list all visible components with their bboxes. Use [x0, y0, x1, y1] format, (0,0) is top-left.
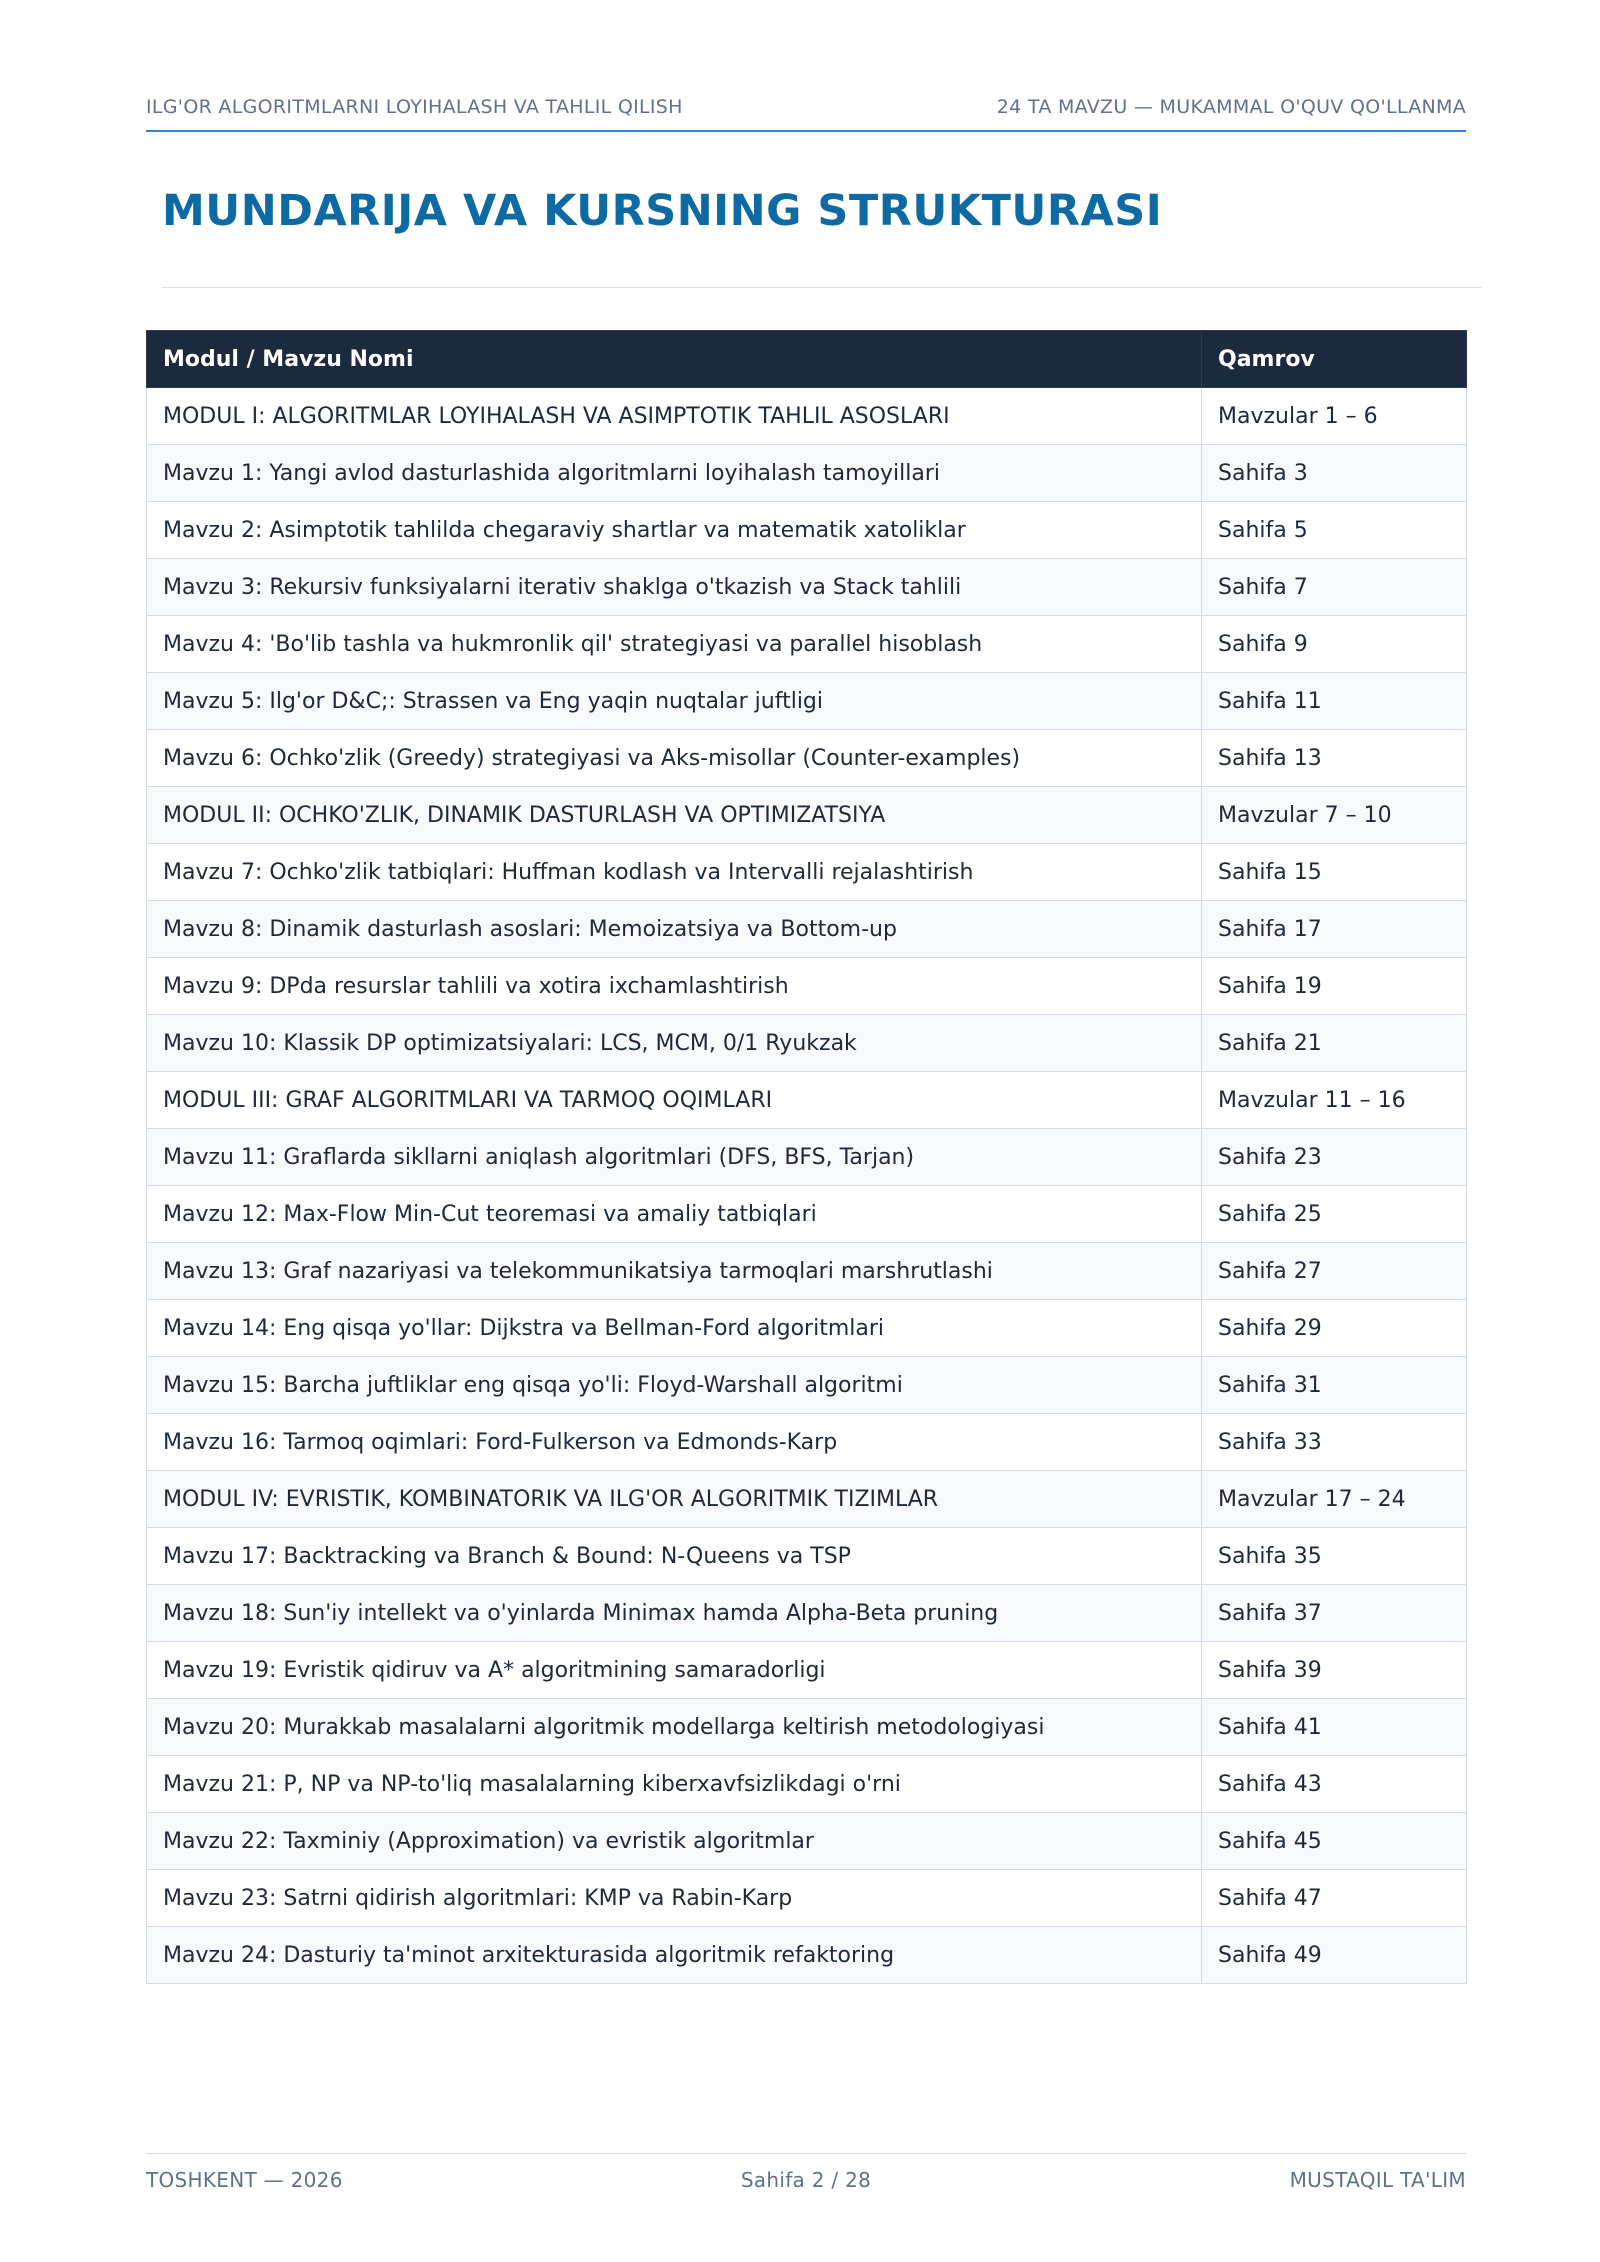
topic-cell: Mavzu 2: Asimptotik tahlilda chegaraviy shartlar va matematik xatoliklar: [147, 502, 1202, 559]
topic-cell: MODUL III: GRAF ALGORITMLARI VA TARMOQ OQIMLARI: [147, 1072, 1202, 1129]
topic-cell: Mavzu 6: Ochko'zlik (Greedy) strategiyasi va Aks-misollar (Counter-examples): [147, 730, 1202, 787]
table-row: [147, 844, 1467, 901]
table-row: [147, 901, 1467, 958]
topic-cell: Mavzu 16: Tarmoq oqimlari: Ford-Fulkerson va Edmonds-Karp: [147, 1414, 1202, 1471]
topic-cell: Mavzu 23: Satrni qidirish algoritmlari: KMP va Rabin-Karp: [147, 1870, 1202, 1927]
column-header-topic: Modul / Mavzu Nomi: [147, 331, 1202, 388]
topic-cell: Mavzu 1: Yangi avlod dasturlashida algoritmlarni loyihalash tamoyillari: [147, 445, 1202, 502]
footer-page-number: Sahifa 2 / 28: [740, 2168, 872, 2192]
topic-cell: Mavzu 8: Dinamik dasturlash asoslari: Memoizatsiya va Bottom-up: [147, 901, 1202, 958]
topic-cell: Mavzu 4: 'Bo'lib tashla va hukmronlik qil' strategiyasi va parallel hisoblash: [147, 616, 1202, 673]
table-row: [147, 1756, 1467, 1813]
header-left: ILG'OR ALGORITMLARNI LOYIHALASH VA TAHLIL QILISH: [146, 96, 683, 118]
table-row: [147, 1585, 1467, 1642]
coverage-cell: Sahifa 13: [1202, 730, 1467, 787]
page-header: [146, 96, 1466, 132]
coverage-cell: Sahifa 45: [1202, 1813, 1467, 1870]
topic-cell: MODUL II: OCHKO'ZLIK, DINAMIK DASTURLASH VA OPTIMIZATSIYA: [147, 787, 1202, 844]
table-row: [147, 1471, 1467, 1528]
footer-left: TOSHKENT — 2026: [146, 2168, 343, 2192]
table-row: [147, 1414, 1467, 1471]
table-row: [147, 1300, 1467, 1357]
coverage-cell: Sahifa 25: [1202, 1186, 1467, 1243]
coverage-cell: Sahifa 49: [1202, 1927, 1467, 1984]
coverage-cell: Mavzular 11 – 16: [1202, 1072, 1467, 1129]
table-row: [147, 1528, 1467, 1585]
table-row: [147, 958, 1467, 1015]
topic-cell: Mavzu 10: Klassik DP optimizatsiyalari: LCS, MCM, 0/1 Ryukzak: [147, 1015, 1202, 1072]
table-row: [147, 1699, 1467, 1756]
coverage-cell: Mavzular 7 – 10: [1202, 787, 1467, 844]
coverage-cell: Sahifa 33: [1202, 1414, 1467, 1471]
topic-cell: Mavzu 19: Evristik qidiruv va A* algoritmining samaradorligi: [147, 1642, 1202, 1699]
title-divider: [162, 287, 1482, 288]
coverage-cell: Sahifa 31: [1202, 1357, 1467, 1414]
coverage-cell: Sahifa 17: [1202, 901, 1467, 958]
footer-right: MUSTAQIL TA'LIM: [1289, 2168, 1466, 2192]
table-row: [147, 1642, 1467, 1699]
table-header-row: [147, 331, 1467, 388]
topic-cell: MODUL IV: EVRISTIK, KOMBINATORIK VA ILG'OR ALGORITMIK TIZIMLAR: [147, 1471, 1202, 1528]
topic-cell: Mavzu 12: Max-Flow Min-Cut teoremasi va amaliy tatbiqlari: [147, 1186, 1202, 1243]
topic-cell: Mavzu 9: DPda resurslar tahlili va xotira ixchamlashtirish: [147, 958, 1202, 1015]
topic-cell: Mavzu 13: Graf nazariyasi va telekommunikatsiya tarmoqlari marshrutlashi: [147, 1243, 1202, 1300]
coverage-cell: Sahifa 3: [1202, 445, 1467, 502]
table-row: [147, 1813, 1467, 1870]
coverage-cell: Mavzular 17 – 24: [1202, 1471, 1467, 1528]
table-row: [147, 1015, 1467, 1072]
topic-cell: Mavzu 17: Backtracking va Branch & Bound: N-Queens va TSP: [147, 1528, 1202, 1585]
topic-cell: Mavzu 20: Murakkab masalalarni algoritmik modellarga keltirish metodologiyasi: [147, 1699, 1202, 1756]
coverage-cell: Sahifa 21: [1202, 1015, 1467, 1072]
coverage-cell: Sahifa 43: [1202, 1756, 1467, 1813]
topic-cell: Mavzu 14: Eng qisqa yo'llar: Dijkstra va Bellman-Ford algoritmlari: [147, 1300, 1202, 1357]
coverage-cell: Sahifa 15: [1202, 844, 1467, 901]
coverage-cell: Sahifa 27: [1202, 1243, 1467, 1300]
table-row: [147, 1186, 1467, 1243]
coverage-cell: Sahifa 37: [1202, 1585, 1467, 1642]
topic-cell: Mavzu 5: Ilg'or D&C;: Strassen va Eng yaqin nuqtalar juftligi: [147, 673, 1202, 730]
coverage-cell: Sahifa 19: [1202, 958, 1467, 1015]
table-row: [147, 1870, 1467, 1927]
page-footer: [146, 2153, 1466, 2200]
coverage-cell: Sahifa 5: [1202, 502, 1467, 559]
table-row: [147, 445, 1467, 502]
table-row: [147, 787, 1467, 844]
table-row: [147, 1129, 1467, 1186]
topic-cell: Mavzu 3: Rekursiv funksiyalarni iterativ shaklga o'tkazish va Stack tahlili: [147, 559, 1202, 616]
table-row: [147, 1243, 1467, 1300]
coverage-cell: Sahifa 35: [1202, 1528, 1467, 1585]
coverage-cell: Sahifa 9: [1202, 616, 1467, 673]
table-row: [147, 673, 1467, 730]
topic-cell: Mavzu 22: Taxminiy (Approximation) va evristik algoritmlar: [147, 1813, 1202, 1870]
table-row: [147, 1072, 1467, 1129]
topic-cell: Mavzu 15: Barcha juftliklar eng qisqa yo'li: Floyd-Warshall algoritmi: [147, 1357, 1202, 1414]
topic-cell: Mavzu 11: Graflarda sikllarni aniqlash algoritmlari (DFS, BFS, Tarjan): [147, 1129, 1202, 1186]
contents-table: [146, 330, 1467, 1984]
table-row: [147, 559, 1467, 616]
topic-cell: Mavzu 18: Sun'iy intellekt va o'yinlarda Minimax hamda Alpha-Beta pruning: [147, 1585, 1202, 1642]
table-body: [147, 388, 1467, 1984]
coverage-cell: Mavzular 1 – 6: [1202, 388, 1467, 445]
topic-cell: MODUL I: ALGORITMLAR LOYIHALASH VA ASIMPTOTIK TAHLIL ASOSLARI: [147, 388, 1202, 445]
column-header-coverage: Qamrov: [1202, 331, 1467, 388]
coverage-cell: Sahifa 39: [1202, 1642, 1467, 1699]
topic-cell: Mavzu 24: Dasturiy ta'minot arxitekturasida algoritmik refaktoring: [147, 1927, 1202, 1984]
table-row: [147, 616, 1467, 673]
coverage-cell: Sahifa 47: [1202, 1870, 1467, 1927]
table-row: [147, 1927, 1467, 1984]
coverage-cell: Sahifa 7: [1202, 559, 1467, 616]
table-row: [147, 388, 1467, 445]
page-title: MUNDARIJA VA KURSNING STRUKTURASI: [162, 186, 1163, 236]
topic-cell: Mavzu 7: Ochko'zlik tatbiqlari: Huffman kodlash va Intervalli rejalashtirish: [147, 844, 1202, 901]
coverage-cell: Sahifa 41: [1202, 1699, 1467, 1756]
header-right: 24 TA MAVZU — MUKAMMAL O'QUV QO'LLANMA: [996, 96, 1466, 118]
coverage-cell: Sahifa 11: [1202, 673, 1467, 730]
coverage-cell: Sahifa 23: [1202, 1129, 1467, 1186]
coverage-cell: Sahifa 29: [1202, 1300, 1467, 1357]
table-row: [147, 502, 1467, 559]
topic-cell: Mavzu 21: P, NP va NP-to'liq masalalarning kiberxavfsizlikdagi o'rni: [147, 1756, 1202, 1813]
table-row: [147, 1357, 1467, 1414]
table-row: [147, 730, 1467, 787]
